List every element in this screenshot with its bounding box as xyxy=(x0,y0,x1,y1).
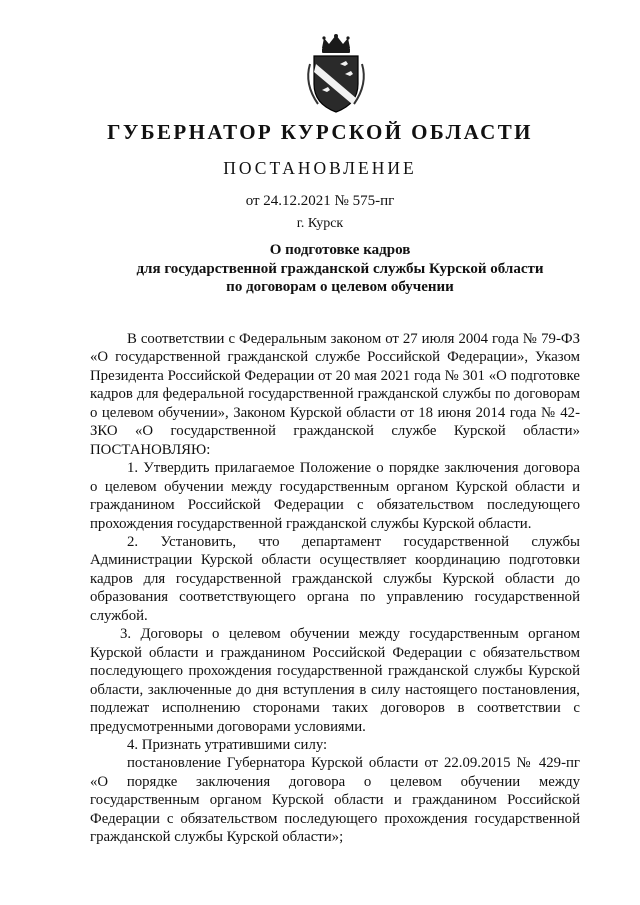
issuer-title: ГУБЕРНАТОР КУРСКОЙ ОБЛАСТИ xyxy=(107,120,533,144)
document-city: г. Курск xyxy=(296,216,344,231)
coat-of-arms-icon xyxy=(300,34,372,114)
item-2-paragraph: 2. Установить, что департамент государственной службы Администрации Курской области осуществляет координацию подготовки кадров для государственной гражданской службы Курской области до образования соответствующего органа по управлению государственной службой. xyxy=(90,533,580,624)
item-4-paragraph: 4. Признать утратившими силу: xyxy=(127,736,328,753)
item-4-subparagraph: постановление Губернатора Курской области от 22.09.2015 № 429-пг «О порядке заключения договора о целевом обучении между государственным органом Курской области и гражданином Российской Федерации с обязательством последующего прохождения государственной гражданской службы Курской области»; xyxy=(90,755,580,846)
subject-line: О подготовке кадров xyxy=(269,242,411,258)
subject-line: по договорам о целевом обучении xyxy=(226,279,454,295)
document-type: ПОСТАНОВЛЕНИЕ xyxy=(223,158,417,178)
subject-line: для государственной гражданской службы Курской области xyxy=(136,260,544,277)
document-body xyxy=(90,330,580,847)
item-3-paragraph: 3. Договоры о целевом обучении между государственным органом Курской области и гражданином Российской Федерации с обязательством последующего прохождения государственной гражданской службы Курской области, заключенные до дня вступления в силу настоящего постановления, подлежат исполнению сторонами таких договоров в соответствии с предусмотренными договорами условиями. xyxy=(90,626,580,735)
document-date-number: от 24.12.2021 № 575-пг xyxy=(245,193,395,209)
document-subject xyxy=(60,241,620,297)
item-1-paragraph: 1. Утвердить прилагаемое Положение о порядке заключения договора о целевом обучении между государственным органом Курской области и гражданином Российской Федерации с обязательством последующего прохождения государственной гражданской службы Курской области. xyxy=(90,460,580,532)
preamble-paragraph: В соответствии с Федеральным законом от 27 июля 2004 года № 79-ФЗ «О государственной гражданской службе Российской Федерации», Указом Президента Российской Федерации от 20 мая 2021 года № 301 «О подготовке кадров для федеральной государственной гражданской службы по договорам о целевом обучении», Законом Курской области от 18 июня 2014 года № 42-ЗКО «О государственной гражданской службе Курской области» ПОСТАНОВЛЯЮ: xyxy=(90,331,580,458)
